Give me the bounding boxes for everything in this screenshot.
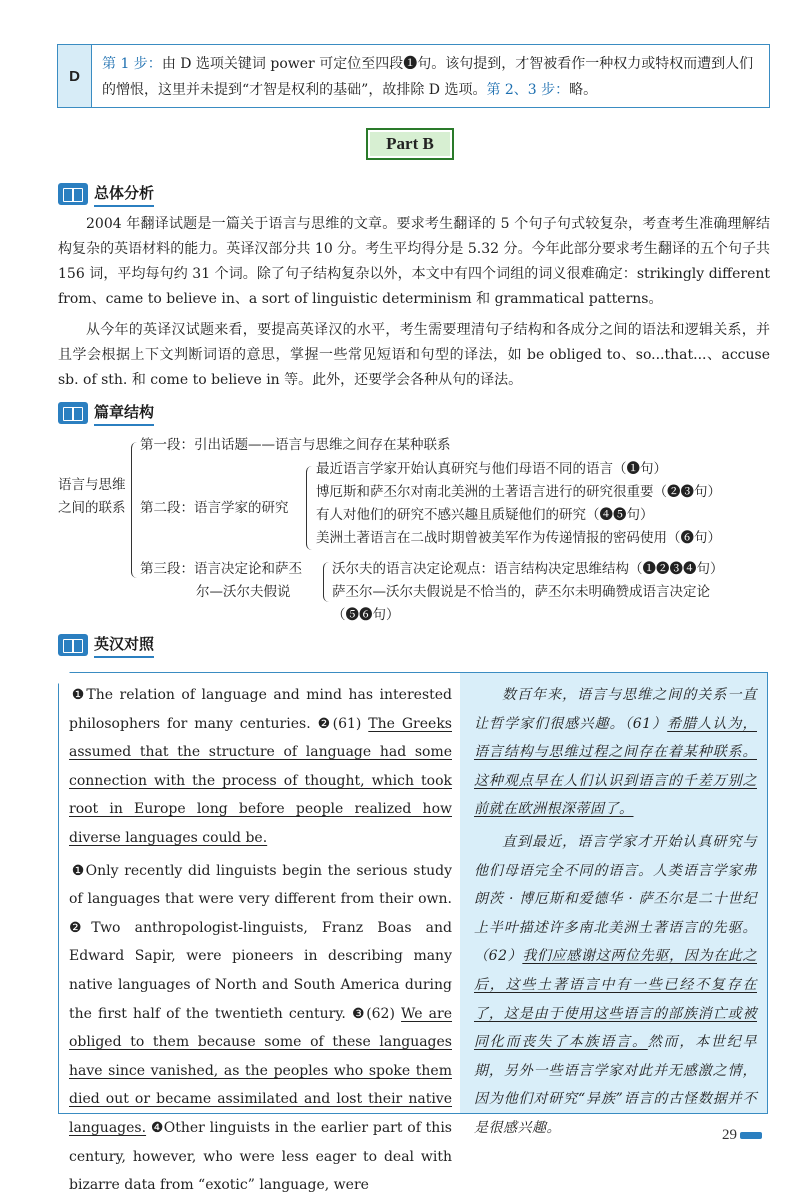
structure-para3-item: 萨丕尔—沃尔夫假说是不恰当的，萨丕尔未明确赞成语言决定论 bbox=[332, 584, 710, 600]
step23-label: 第 2、3 步： bbox=[486, 82, 570, 98]
structure-para2-item: 美洲土著语言在二战时期曾被美军作为传递情报的密码使用（❻句） bbox=[316, 530, 721, 546]
section-title: 篇章结构 bbox=[94, 401, 154, 426]
translation-target-62: We are obliged to them because some of these languages have since vanished, as the peoples who spoke them died out or became assimilated and lost their native languages. bbox=[69, 1005, 453, 1136]
structure-diagram bbox=[58, 434, 770, 634]
section-heading-overall bbox=[58, 182, 154, 206]
option-d-analysis-box bbox=[57, 44, 770, 108]
chinese-paragraph-1: 数百年来，语言与思维之间的关系一直让哲学家们很感兴趣。（61）希腊人认为，语言结构与思维过程之间存在着某种联系。这种观点早在人们认识到语言的千差万别之前就在欧洲根深蒂固了。 bbox=[474, 687, 757, 818]
step23-text: 略。 bbox=[569, 82, 598, 98]
section-heading-structure bbox=[58, 401, 154, 425]
translation-target-61: The Greeks assumed that the structure of language had some connection with the process of thought, which took root in Europe long before people realized how diverse languages could be. bbox=[69, 715, 452, 846]
structure-para2-item: 有人对他们的研究不感兴趣且质疑他们的研究（❹❺句） bbox=[316, 507, 654, 523]
structure-para3: 第三段：语言决定论和萨丕 尔—沃尔夫假说 bbox=[140, 561, 302, 600]
para2-brace bbox=[306, 466, 314, 550]
section-heading-comparison bbox=[58, 633, 154, 657]
option-d-explanation bbox=[92, 45, 769, 107]
page-number: 29 bbox=[722, 1127, 762, 1144]
option-letter: D bbox=[58, 45, 92, 107]
translation-answer-62: 我们应感谢这两位先驱，因为在此之后，这些土著语言中有一些已经不复存在了，这是由于使用这些语言的部族消亡或被同化而丧失了本族语言。 bbox=[474, 948, 757, 1051]
overall-paragraph-2: 从今年的英译汉试题来看，要提高英译汉的水平，考生需要理清句子结构和各成分之间的语法和逻辑关系，并且学会根据上下文判断词语的意思，掌握一些常见短语和句型的译法，如 be obliged to、so...that...、accuse sb. of sth. 和 come to believe in 等。此外，还要学会各种从句的译法。 bbox=[58, 322, 770, 388]
overall-analysis-text bbox=[58, 212, 770, 393]
para3-brace bbox=[323, 562, 330, 602]
structure-para2-item: 最近语言学家开始认真研究与他们母语不同的语言（❶句） bbox=[316, 461, 667, 477]
overall-paragraph-1: 2004 年翻译试题是一篇关于语言与思维的文章。要求考生翻译的 5 个句子句式较复杂，考查考生准确理解结构复杂的英语材料的能力。英译汉部分共 10 分。考生平均得分是 5.32 分。今年此部分要求考生翻译的五个句子共 156 词，平均每句约 31 个词。除了句子结构复杂以外，本文中有四个词组的词义很难确定：strikingly different from、came to believe in、a sort of linguistic determinism 和 grammatical patterns。 bbox=[58, 216, 770, 307]
chinese-paragraph-2: 直到最近，语言学家才开始认真研究与他们母语完全不同的语言。人类语言学家弗朗茨 · 博厄斯和爱德华 · 萨丕尔是二十世纪上半叶描述许多南北美洲土著语言的先驱。（62）我们应感谢这两位先驱，因为在此之后，这些土著语言中有一些已经不复存在了，这是由于使用这些语言的部族消亡或被同化而丧失了本族语言。然而，本世纪早期，另外一些语言学家对此并无感激之情，因为他们对研究“异族”语言的古怪数据并不是很感兴趣。 bbox=[474, 833, 758, 1136]
page-tab-icon bbox=[740, 1132, 762, 1139]
structure-para3-item: 沃尔夫的语言决定论观点：语言结构决定思维结构（❶❷❸❹句） bbox=[332, 561, 724, 577]
book-icon bbox=[58, 634, 88, 656]
book-icon bbox=[58, 402, 88, 424]
translation-answer-61: 希腊人认为，语言结构与思维过程之间存在着某种联系。这种观点早在人们认识到语言的千差万别之前就在欧洲根深蒂固了。 bbox=[474, 715, 757, 818]
structure-para2-item: 博厄斯和萨丕尔对南北美洲的土著语言进行的研究很重要（❷❸句） bbox=[316, 484, 721, 500]
structure-root: 语言与思维 之间的联系 bbox=[58, 477, 126, 516]
structure-para3-item: （❺❻句） bbox=[332, 607, 400, 623]
english-paragraph-2: ❶Only recently did linguists begin the serious study of languages that were very different from their own. ❷Two anthropologist-linguists, Franz Boas and Edward Sapir, were pioneers in describing many native languages of North and South America during the first half of the twentieth century. ❸(62) We are obliged to them because some of these languages have since vanished, as the peoples who spoke them died out or became assimilated and lost their native languages. ❹Other linguists in the earlier part of this century, however, who were less eager to deal with bizarre data from “exotic” language, were bbox=[69, 862, 453, 1194]
step1-label: 第 1 步： bbox=[102, 56, 162, 72]
step1-text: 由 D 选项关键词 power 可定位至四段❶句。该句提到，才智被看作一种权力或特权而遭到人们的憎恨，这里并未提到“才智是权利的基础”，故排除 D 选项。 bbox=[102, 56, 754, 98]
section-title: 英汉对照 bbox=[94, 633, 154, 658]
book-icon bbox=[58, 183, 88, 205]
english-paragraph-1: ❶The relation of language and mind has interested philosophers for many centuries. ❷(61) The Greeks assumed that the structure of language had some connection with the process of thought, which took root in Europe long before people realized how diverse languages could be. bbox=[69, 687, 452, 846]
part-b-text: Part B bbox=[370, 132, 450, 156]
english-column bbox=[59, 673, 460, 1194]
section-title: 总体分析 bbox=[94, 182, 154, 207]
structure-para1: 第一段：引出话题——语言与思维之间存在某种联系 bbox=[140, 437, 451, 453]
part-b-label bbox=[366, 128, 454, 160]
structure-para2: 第二段：语言学家的研究 bbox=[140, 500, 289, 516]
